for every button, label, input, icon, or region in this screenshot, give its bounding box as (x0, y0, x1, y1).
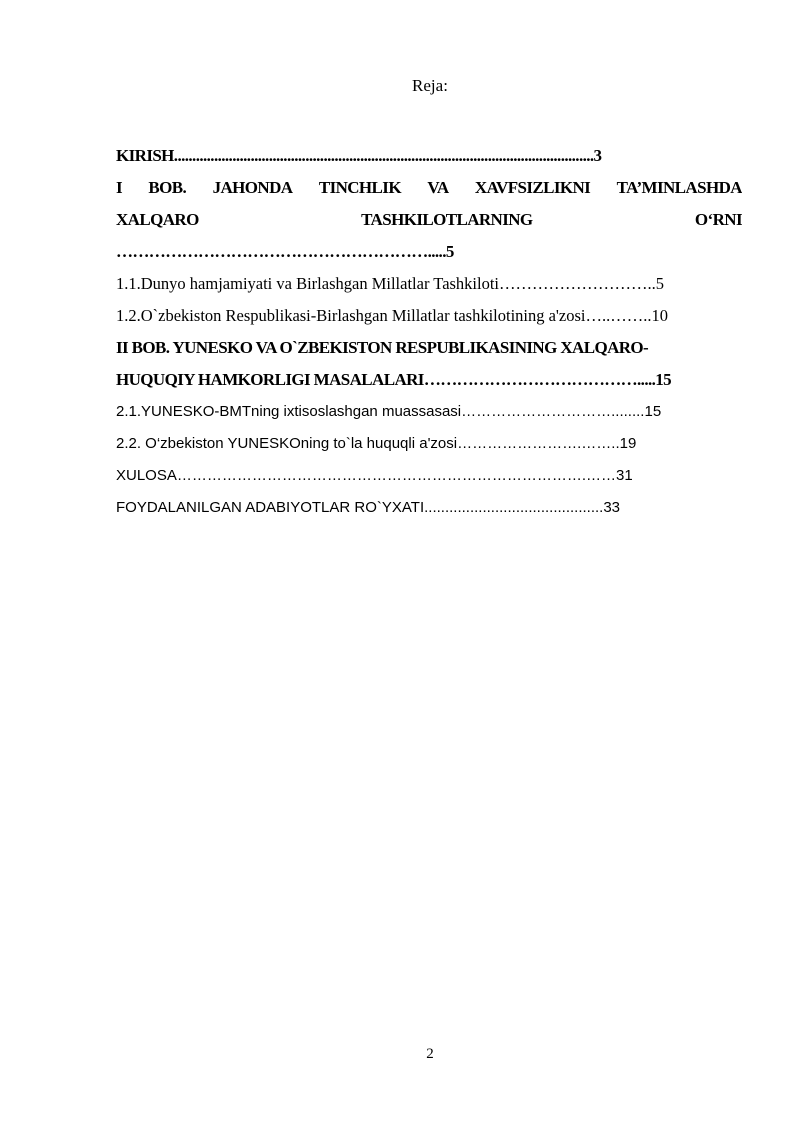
toc-entry-kirish: KIRISH...................................................................................................................3 (116, 146, 602, 165)
toc-entry-2-1: 2.1.YUNESKO-BMTning ixtisoslashgan muassasasi…………………………........15 (116, 403, 662, 420)
toc-entry-1-1: 1.1.Dunyo hamjamiyati va Birlashgan Millatlar Tashkiloti………………………..5 (116, 274, 665, 293)
toc-entry-adabiyot: FOYDALANILGAN ADABIYOTLAR RO`YXATI...........................................33 (116, 499, 621, 516)
toc-entry-2-2: 2.2. O‘zbekiston YUNESKOning to`la huquqli a'zosi…………………….……..19 (116, 435, 637, 452)
toc-word: JAHONDA (212, 178, 293, 197)
toc-entry-bob1-line2 (116, 204, 742, 236)
toc-word: TASHKILOTLARNING (361, 210, 533, 229)
page-title: Reja: (412, 76, 448, 95)
page-number: 2 (426, 1046, 434, 1062)
toc-word: XALQARO (116, 210, 199, 229)
toc-word: O‘RNI (694, 210, 742, 229)
toc-word: VA (427, 178, 449, 197)
toc-entry-xulosa: XULOSA……………………………………………………………………….……31 (116, 467, 633, 484)
toc-word: I (116, 178, 123, 197)
table-of-contents (116, 140, 742, 524)
toc-entry-bob2-line2: HUQUQIY HAMKORLIGI MASALALARI………………………………….....15 (116, 370, 672, 389)
toc-word: BOB. (148, 178, 187, 197)
toc-entry-bob2-line1: II BOB. YUNESKO VA O`ZBEKISTON RESPUBLIKASINING XALQARO- (116, 338, 649, 357)
toc-entry-bob1-line1 (116, 172, 742, 204)
toc-word: XAVFSIZLIKNI (474, 178, 591, 197)
toc-entry-1-2: 1.2.O`zbekiston Respublikasi-Birlashgan Millatlar tashkilotining a'zosi…..……..10 (116, 306, 668, 325)
toc-entry-bob1-line3: ………………………………………………….....5 (116, 242, 454, 261)
toc-word: TINCHLIK (318, 178, 401, 197)
toc-word: TA’MINLASHDA (616, 178, 742, 197)
